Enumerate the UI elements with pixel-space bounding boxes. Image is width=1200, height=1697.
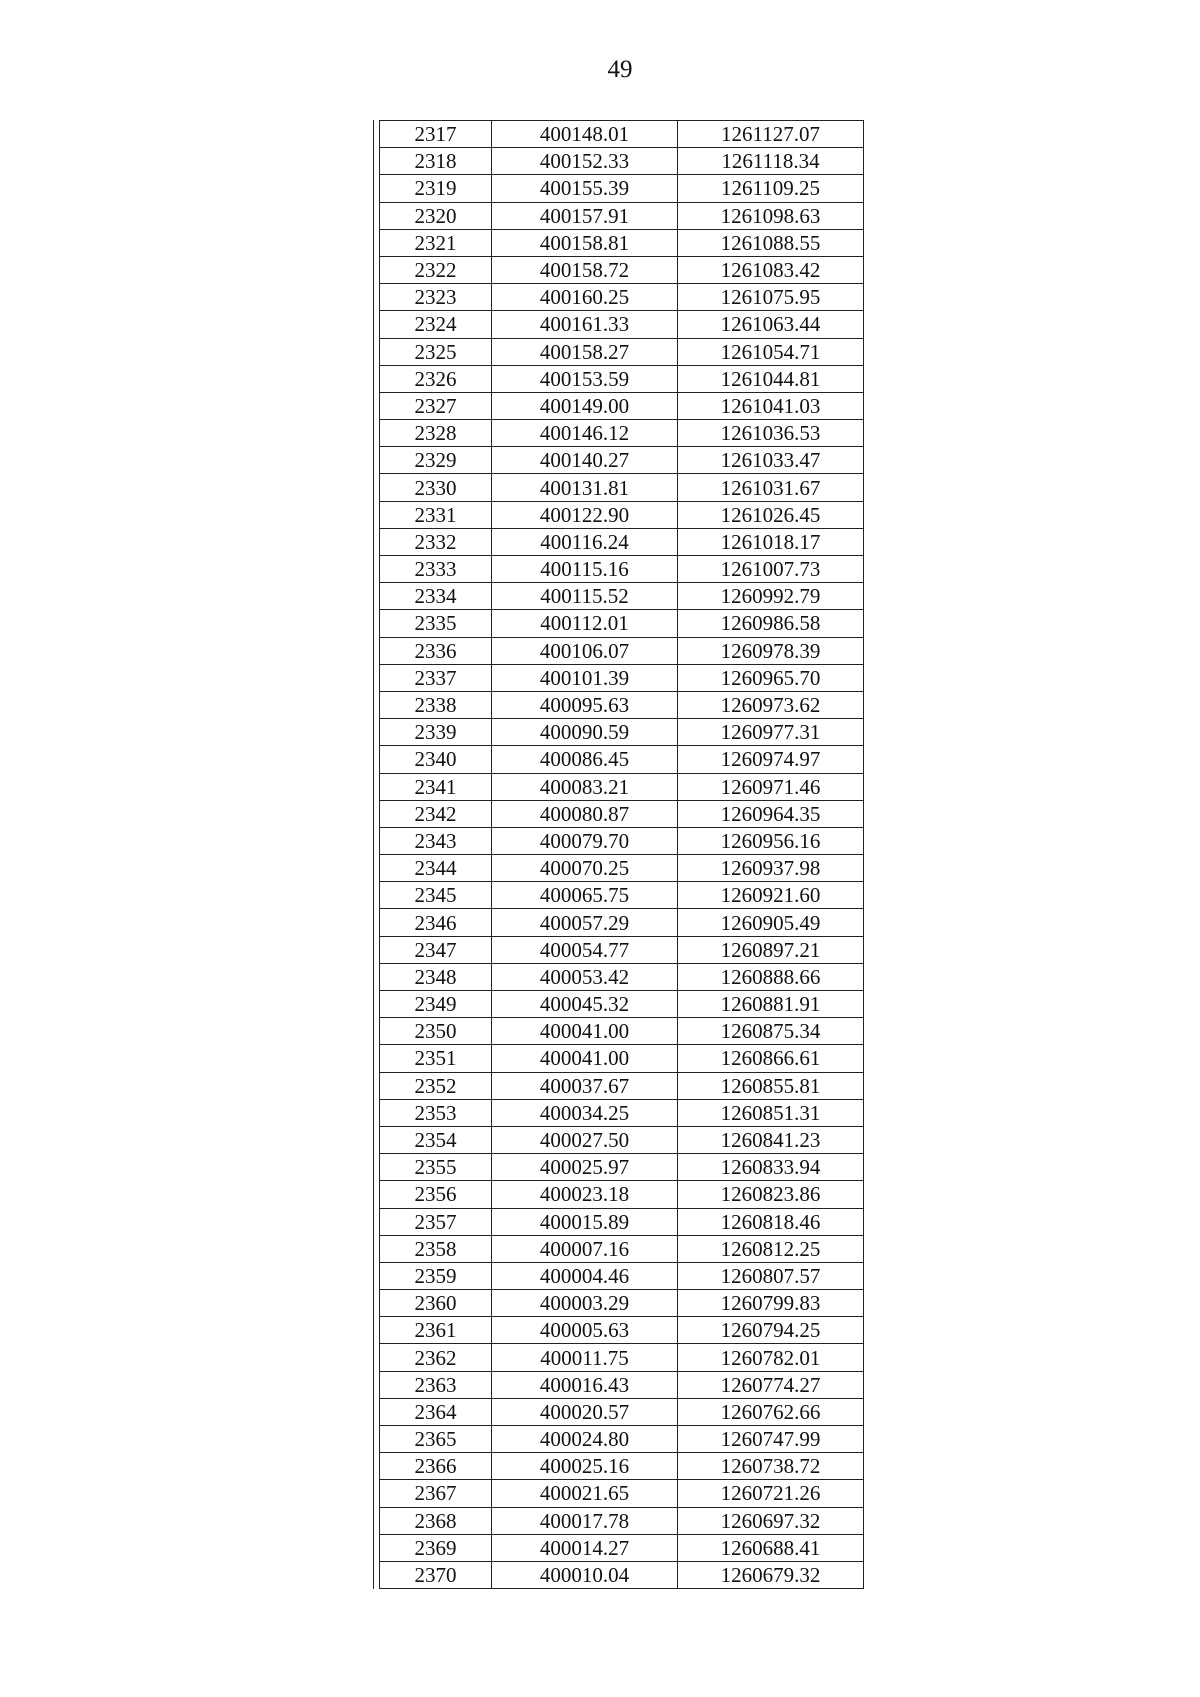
y-coordinate-cell: 1261088.55 <box>678 229 864 256</box>
x-coordinate-cell: 400115.16 <box>492 556 678 583</box>
x-coordinate-cell: 400041.00 <box>492 1018 678 1045</box>
x-coordinate-cell: 400003.29 <box>492 1290 678 1317</box>
y-coordinate-cell: 1261041.03 <box>678 392 864 419</box>
point-number-cell: 2340 <box>380 746 492 773</box>
table-row <box>380 148 864 175</box>
table-row <box>380 175 864 202</box>
y-coordinate-cell: 1260986.58 <box>678 610 864 637</box>
y-coordinate-cell: 1260974.97 <box>678 746 864 773</box>
point-number-cell: 2336 <box>380 637 492 664</box>
table-row <box>380 746 864 773</box>
y-coordinate-cell: 1260807.57 <box>678 1262 864 1289</box>
point-number-cell: 2354 <box>380 1126 492 1153</box>
table-row <box>380 800 864 827</box>
coordinates-table-container <box>379 120 863 1589</box>
table-row <box>380 121 864 148</box>
point-number-cell: 2350 <box>380 1018 492 1045</box>
point-number-cell: 2348 <box>380 963 492 990</box>
y-coordinate-cell: 1260774.27 <box>678 1371 864 1398</box>
x-coordinate-cell: 400005.63 <box>492 1317 678 1344</box>
y-coordinate-cell: 1260965.70 <box>678 664 864 691</box>
x-coordinate-cell: 400021.65 <box>492 1480 678 1507</box>
table-row <box>380 1235 864 1262</box>
point-number-cell: 2333 <box>380 556 492 583</box>
x-coordinate-cell: 400004.46 <box>492 1262 678 1289</box>
y-coordinate-cell: 1260747.99 <box>678 1426 864 1453</box>
table-row <box>380 1480 864 1507</box>
point-number-cell: 2357 <box>380 1208 492 1235</box>
table-row <box>380 664 864 691</box>
x-coordinate-cell: 400146.12 <box>492 420 678 447</box>
x-coordinate-cell: 400158.81 <box>492 229 678 256</box>
x-coordinate-cell: 400101.39 <box>492 664 678 691</box>
y-coordinate-cell: 1261026.45 <box>678 501 864 528</box>
table-row <box>380 447 864 474</box>
x-coordinate-cell: 400065.75 <box>492 882 678 909</box>
table-row <box>380 1426 864 1453</box>
x-coordinate-cell: 400016.43 <box>492 1371 678 1398</box>
y-coordinate-cell: 1260823.86 <box>678 1181 864 1208</box>
y-coordinate-cell: 1260973.62 <box>678 691 864 718</box>
table-row <box>380 1262 864 1289</box>
x-coordinate-cell: 400023.18 <box>492 1181 678 1208</box>
y-coordinate-cell: 1261075.95 <box>678 284 864 311</box>
x-coordinate-cell: 400024.80 <box>492 1426 678 1453</box>
table-row <box>380 610 864 637</box>
x-coordinate-cell: 400158.72 <box>492 256 678 283</box>
x-coordinate-cell: 400025.97 <box>492 1154 678 1181</box>
point-number-cell: 2335 <box>380 610 492 637</box>
table-row <box>380 1453 864 1480</box>
x-coordinate-cell: 400054.77 <box>492 936 678 963</box>
point-number-cell: 2320 <box>380 202 492 229</box>
y-coordinate-cell: 1261033.47 <box>678 447 864 474</box>
y-coordinate-cell: 1260812.25 <box>678 1235 864 1262</box>
table-row <box>380 691 864 718</box>
y-coordinate-cell: 1261018.17 <box>678 528 864 555</box>
point-number-cell: 2337 <box>380 664 492 691</box>
table-left-double-rule <box>373 120 374 1589</box>
table-row <box>380 202 864 229</box>
x-coordinate-cell: 400086.45 <box>492 746 678 773</box>
page-number: 49 <box>607 56 633 83</box>
point-number-cell: 2330 <box>380 474 492 501</box>
table-row <box>380 1534 864 1561</box>
y-coordinate-cell: 1261054.71 <box>678 338 864 365</box>
point-number-cell: 2329 <box>380 447 492 474</box>
y-coordinate-cell: 1260921.60 <box>678 882 864 909</box>
y-coordinate-cell: 1260799.83 <box>678 1290 864 1317</box>
table-row <box>380 1099 864 1126</box>
point-number-cell: 2366 <box>380 1453 492 1480</box>
x-coordinate-cell: 400131.81 <box>492 474 678 501</box>
point-number-cell: 2361 <box>380 1317 492 1344</box>
y-coordinate-cell: 1260881.91 <box>678 991 864 1018</box>
point-number-cell: 2355 <box>380 1154 492 1181</box>
x-coordinate-cell: 400158.27 <box>492 338 678 365</box>
point-number-cell: 2343 <box>380 827 492 854</box>
table-row <box>380 963 864 990</box>
table-row <box>380 1371 864 1398</box>
y-coordinate-cell: 1260833.94 <box>678 1154 864 1181</box>
y-coordinate-cell: 1261118.34 <box>678 148 864 175</box>
point-number-cell: 2351 <box>380 1045 492 1072</box>
table-row <box>380 420 864 447</box>
point-number-cell: 2347 <box>380 936 492 963</box>
x-coordinate-cell: 400106.07 <box>492 637 678 664</box>
table-row <box>380 501 864 528</box>
y-coordinate-cell: 1260851.31 <box>678 1099 864 1126</box>
y-coordinate-cell: 1261098.63 <box>678 202 864 229</box>
table-row <box>380 583 864 610</box>
y-coordinate-cell: 1260905.49 <box>678 909 864 936</box>
table-row <box>380 1344 864 1371</box>
x-coordinate-cell: 400140.27 <box>492 447 678 474</box>
x-coordinate-cell: 400160.25 <box>492 284 678 311</box>
y-coordinate-cell: 1260679.32 <box>678 1561 864 1588</box>
table-row <box>380 637 864 664</box>
y-coordinate-cell: 1260855.81 <box>678 1072 864 1099</box>
point-number-cell: 2363 <box>380 1371 492 1398</box>
table-row <box>380 284 864 311</box>
table-row <box>380 1290 864 1317</box>
x-coordinate-cell: 400095.63 <box>492 691 678 718</box>
point-number-cell: 2319 <box>380 175 492 202</box>
y-coordinate-cell: 1260794.25 <box>678 1317 864 1344</box>
y-coordinate-cell: 1260762.66 <box>678 1398 864 1425</box>
y-coordinate-cell: 1260782.01 <box>678 1344 864 1371</box>
point-number-cell: 2325 <box>380 338 492 365</box>
table-row <box>380 719 864 746</box>
x-coordinate-cell: 400115.52 <box>492 583 678 610</box>
table-row <box>380 991 864 1018</box>
point-number-cell: 2349 <box>380 991 492 1018</box>
point-number-cell: 2367 <box>380 1480 492 1507</box>
x-coordinate-cell: 400070.25 <box>492 855 678 882</box>
table-row <box>380 827 864 854</box>
point-number-cell: 2328 <box>380 420 492 447</box>
point-number-cell: 2368 <box>380 1507 492 1534</box>
table-row <box>380 1018 864 1045</box>
point-number-cell: 2352 <box>380 1072 492 1099</box>
x-coordinate-cell: 400148.01 <box>492 121 678 148</box>
x-coordinate-cell: 400149.00 <box>492 392 678 419</box>
table-row <box>380 909 864 936</box>
point-number-cell: 2360 <box>380 1290 492 1317</box>
x-coordinate-cell: 400157.91 <box>492 202 678 229</box>
x-coordinate-cell: 400025.16 <box>492 1453 678 1480</box>
table-row <box>380 1154 864 1181</box>
table-row <box>380 528 864 555</box>
x-coordinate-cell: 400014.27 <box>492 1534 678 1561</box>
table-row <box>380 855 864 882</box>
point-number-cell: 2364 <box>380 1398 492 1425</box>
y-coordinate-cell: 1260841.23 <box>678 1126 864 1153</box>
table-row <box>380 773 864 800</box>
x-coordinate-cell: 400152.33 <box>492 148 678 175</box>
x-coordinate-cell: 400090.59 <box>492 719 678 746</box>
point-number-cell: 2365 <box>380 1426 492 1453</box>
table-row <box>380 1507 864 1534</box>
y-coordinate-cell: 1261031.67 <box>678 474 864 501</box>
table-row <box>380 1208 864 1235</box>
y-coordinate-cell: 1260818.46 <box>678 1208 864 1235</box>
table-row <box>380 474 864 501</box>
point-number-cell: 2323 <box>380 284 492 311</box>
point-number-cell: 2359 <box>380 1262 492 1289</box>
x-coordinate-cell: 400057.29 <box>492 909 678 936</box>
x-coordinate-cell: 400017.78 <box>492 1507 678 1534</box>
point-number-cell: 2342 <box>380 800 492 827</box>
x-coordinate-cell: 400010.04 <box>492 1561 678 1588</box>
x-coordinate-cell: 400080.87 <box>492 800 678 827</box>
x-coordinate-cell: 400007.16 <box>492 1235 678 1262</box>
coordinates-table <box>379 120 864 1589</box>
y-coordinate-cell: 1261007.73 <box>678 556 864 583</box>
table-row <box>380 392 864 419</box>
y-coordinate-cell: 1260697.32 <box>678 1507 864 1534</box>
point-number-cell: 2317 <box>380 121 492 148</box>
point-number-cell: 2326 <box>380 365 492 392</box>
x-coordinate-cell: 400045.32 <box>492 991 678 1018</box>
table-row <box>380 229 864 256</box>
x-coordinate-cell: 400153.59 <box>492 365 678 392</box>
point-number-cell: 2370 <box>380 1561 492 1588</box>
y-coordinate-cell: 1260978.39 <box>678 637 864 664</box>
y-coordinate-cell: 1261083.42 <box>678 256 864 283</box>
y-coordinate-cell: 1260721.26 <box>678 1480 864 1507</box>
y-coordinate-cell: 1261044.81 <box>678 365 864 392</box>
point-number-cell: 2324 <box>380 311 492 338</box>
y-coordinate-cell: 1261127.07 <box>678 121 864 148</box>
x-coordinate-cell: 400053.42 <box>492 963 678 990</box>
table-row <box>380 556 864 583</box>
point-number-cell: 2356 <box>380 1181 492 1208</box>
x-coordinate-cell: 400116.24 <box>492 528 678 555</box>
y-coordinate-cell: 1260937.98 <box>678 855 864 882</box>
x-coordinate-cell: 400161.33 <box>492 311 678 338</box>
point-number-cell: 2341 <box>380 773 492 800</box>
x-coordinate-cell: 400083.21 <box>492 773 678 800</box>
point-number-cell: 2362 <box>380 1344 492 1371</box>
point-number-cell: 2331 <box>380 501 492 528</box>
x-coordinate-cell: 400041.00 <box>492 1045 678 1072</box>
x-coordinate-cell: 400027.50 <box>492 1126 678 1153</box>
y-coordinate-cell: 1260992.79 <box>678 583 864 610</box>
y-coordinate-cell: 1260688.41 <box>678 1534 864 1561</box>
point-number-cell: 2346 <box>380 909 492 936</box>
x-coordinate-cell: 400155.39 <box>492 175 678 202</box>
x-coordinate-cell: 400079.70 <box>492 827 678 854</box>
x-coordinate-cell: 400122.90 <box>492 501 678 528</box>
y-coordinate-cell: 1261109.25 <box>678 175 864 202</box>
point-number-cell: 2338 <box>380 691 492 718</box>
point-number-cell: 2321 <box>380 229 492 256</box>
x-coordinate-cell: 400011.75 <box>492 1344 678 1371</box>
x-coordinate-cell: 400015.89 <box>492 1208 678 1235</box>
y-coordinate-cell: 1260866.61 <box>678 1045 864 1072</box>
coordinates-table-body <box>380 121 864 1589</box>
y-coordinate-cell: 1260897.21 <box>678 936 864 963</box>
point-number-cell: 2369 <box>380 1534 492 1561</box>
point-number-cell: 2353 <box>380 1099 492 1126</box>
y-coordinate-cell: 1260964.35 <box>678 800 864 827</box>
point-number-cell: 2334 <box>380 583 492 610</box>
x-coordinate-cell: 400034.25 <box>492 1099 678 1126</box>
table-row <box>380 1072 864 1099</box>
x-coordinate-cell: 400020.57 <box>492 1398 678 1425</box>
table-row <box>380 1181 864 1208</box>
x-coordinate-cell: 400112.01 <box>492 610 678 637</box>
y-coordinate-cell: 1260977.31 <box>678 719 864 746</box>
y-coordinate-cell: 1261063.44 <box>678 311 864 338</box>
y-coordinate-cell: 1261036.53 <box>678 420 864 447</box>
point-number-cell: 2327 <box>380 392 492 419</box>
table-row <box>380 936 864 963</box>
table-row <box>380 1045 864 1072</box>
point-number-cell: 2339 <box>380 719 492 746</box>
point-number-cell: 2318 <box>380 148 492 175</box>
table-row <box>380 256 864 283</box>
point-number-cell: 2344 <box>380 855 492 882</box>
y-coordinate-cell: 1260956.16 <box>678 827 864 854</box>
point-number-cell: 2332 <box>380 528 492 555</box>
table-row <box>380 311 864 338</box>
table-row <box>380 882 864 909</box>
table-row <box>380 1398 864 1425</box>
point-number-cell: 2358 <box>380 1235 492 1262</box>
point-number-cell: 2322 <box>380 256 492 283</box>
y-coordinate-cell: 1260888.66 <box>678 963 864 990</box>
table-row <box>380 1317 864 1344</box>
y-coordinate-cell: 1260738.72 <box>678 1453 864 1480</box>
y-coordinate-cell: 1260875.34 <box>678 1018 864 1045</box>
table-row <box>380 338 864 365</box>
x-coordinate-cell: 400037.67 <box>492 1072 678 1099</box>
y-coordinate-cell: 1260971.46 <box>678 773 864 800</box>
table-row <box>380 365 864 392</box>
table-row <box>380 1561 864 1588</box>
point-number-cell: 2345 <box>380 882 492 909</box>
table-row <box>380 1126 864 1153</box>
